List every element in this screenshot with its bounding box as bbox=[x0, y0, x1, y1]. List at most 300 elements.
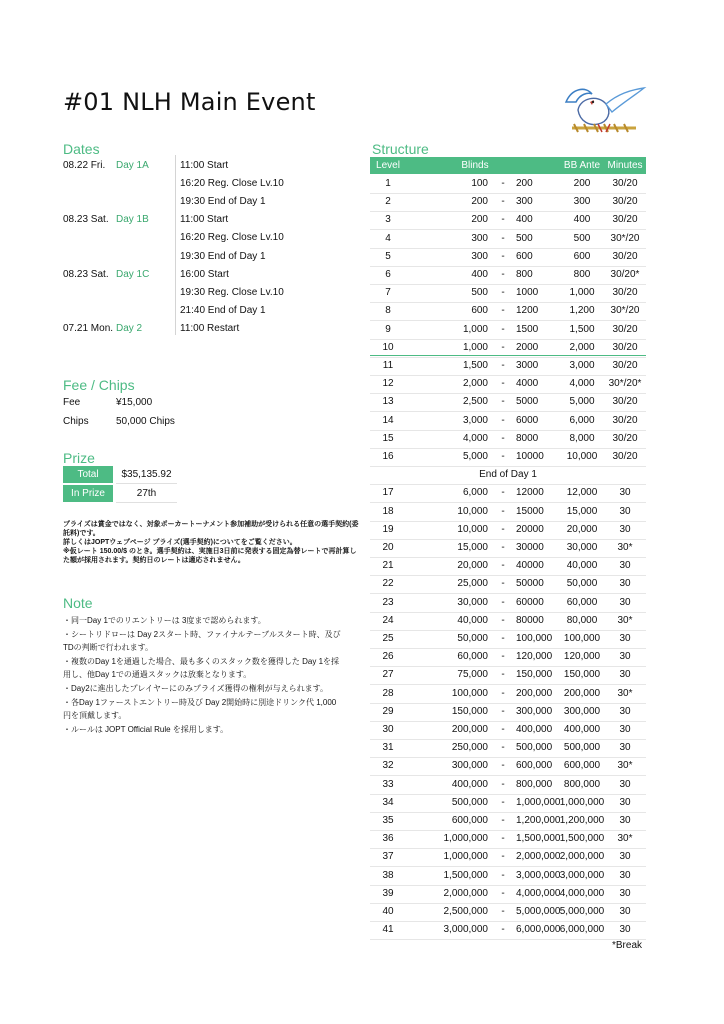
level-cell: 16 bbox=[382, 451, 394, 462]
dates-day: Day 1C bbox=[116, 268, 150, 280]
ante-cell: 6,000 bbox=[569, 414, 595, 426]
level-cell: 5 bbox=[385, 250, 391, 262]
fee-value: ¥15,000 bbox=[116, 397, 153, 408]
note-line: ・同一Day 1でのリエントリーは 3度まで認められます。 bbox=[63, 616, 266, 625]
big-blind-cell: 600 bbox=[516, 250, 533, 262]
big-blind-cell: 300,000 bbox=[516, 705, 553, 717]
ante-cell: 3,000,000 bbox=[559, 869, 605, 881]
big-blind-cell: 8000 bbox=[516, 432, 539, 444]
blind-separator: - bbox=[501, 887, 505, 899]
level-cell: 15 bbox=[382, 432, 394, 444]
ante-cell: 120,000 bbox=[563, 651, 601, 663]
blind-separator: - bbox=[501, 924, 505, 936]
minutes-cell: 30*/20 bbox=[610, 305, 640, 317]
minutes-cell: 30* bbox=[617, 687, 633, 699]
prize-note-line: ※仮レート 150.00/$ のとき。選手契約は、実施日3日前に発表する固定為替レートで再計算した額が採用されます。契約日のレートは適応されません。 bbox=[63, 548, 357, 564]
dates-row bbox=[63, 248, 363, 266]
level-cell: 31 bbox=[382, 742, 394, 754]
minutes-cell: 30 bbox=[619, 523, 631, 535]
ante-cell: 150,000 bbox=[563, 669, 601, 681]
prize-heading: Prize bbox=[63, 450, 95, 466]
level-cell: 23 bbox=[382, 596, 394, 608]
big-blind-cell: 400 bbox=[516, 214, 533, 226]
blind-separator: - bbox=[501, 196, 505, 208]
big-blind-cell: 3000 bbox=[516, 360, 539, 371]
ante-cell: 30,000 bbox=[566, 542, 598, 553]
level-row bbox=[370, 284, 646, 303]
blind-separator: - bbox=[501, 596, 505, 608]
level-row bbox=[370, 193, 646, 212]
ante-cell: 12,000 bbox=[566, 487, 598, 499]
ante-cell: 20,000 bbox=[566, 523, 598, 535]
header-ante: BB Ante bbox=[563, 160, 601, 171]
dates-heading: Dates bbox=[63, 141, 100, 157]
small-blind-cell: 200 bbox=[471, 196, 488, 208]
ante-cell: 400 bbox=[573, 214, 591, 226]
level-cell: 30 bbox=[382, 724, 394, 735]
level-cell: 26 bbox=[382, 651, 394, 663]
blind-separator: - bbox=[501, 396, 505, 408]
small-blind-cell: 15,000 bbox=[457, 542, 488, 553]
dates-time: 16:20 Reg. Close Lv.10 bbox=[180, 178, 284, 190]
level-cell: 33 bbox=[382, 778, 394, 790]
dates-row bbox=[63, 284, 363, 302]
big-blind-cell: 1,200,000 bbox=[516, 815, 561, 826]
dates-day: Day 1A bbox=[116, 160, 149, 171]
end-of-day-row: End of Day 1 bbox=[370, 466, 646, 485]
small-blind-cell: 1,000 bbox=[462, 323, 488, 335]
dates-row bbox=[63, 320, 363, 338]
prize-inprize-row bbox=[63, 485, 177, 502]
dates-time: 11:00 Start bbox=[180, 214, 229, 226]
level-row bbox=[370, 648, 646, 667]
minutes-cell: 30 bbox=[619, 560, 631, 572]
ante-cell: 1,200 bbox=[569, 305, 595, 317]
ante-cell: 5,000,000 bbox=[559, 906, 605, 917]
level-row bbox=[370, 739, 646, 758]
level-cell: 13 bbox=[382, 396, 394, 408]
minutes-cell: 30/20 bbox=[612, 341, 638, 353]
dates-date: 07.21 Mon. bbox=[63, 322, 114, 334]
small-blind-cell: 3,000,000 bbox=[443, 924, 488, 936]
level-row bbox=[370, 830, 646, 849]
big-blind-cell: 1000 bbox=[516, 287, 539, 299]
blind-separator: - bbox=[501, 451, 505, 462]
small-blind-cell: 600 bbox=[471, 305, 488, 317]
small-blind-cell: 2,500,000 bbox=[443, 906, 488, 917]
big-blind-cell: 6,000,000 bbox=[516, 924, 561, 936]
ante-cell: 800,000 bbox=[563, 778, 601, 790]
dates-row bbox=[63, 211, 363, 229]
big-blind-cell: 1200 bbox=[516, 305, 539, 317]
small-blind-cell: 150,000 bbox=[451, 705, 488, 717]
ante-cell: 300,000 bbox=[563, 705, 601, 717]
blind-separator: - bbox=[501, 742, 505, 754]
minutes-cell: 30 bbox=[619, 487, 631, 499]
blind-separator: - bbox=[501, 724, 505, 735]
small-blind-cell: 500 bbox=[471, 287, 488, 299]
blind-separator: - bbox=[501, 833, 505, 845]
minutes-cell: 30 bbox=[619, 778, 631, 790]
small-blind-cell: 1,500 bbox=[462, 360, 488, 371]
level-row bbox=[370, 757, 646, 776]
blind-separator: - bbox=[501, 269, 505, 280]
minutes-cell: 30* bbox=[617, 833, 633, 845]
blind-separator: - bbox=[501, 869, 505, 881]
level-cell: 32 bbox=[382, 760, 394, 772]
big-blind-cell: 4,000,000 bbox=[516, 887, 561, 899]
dates-time: 19:30 End of Day 1 bbox=[180, 250, 266, 262]
level-cell: 41 bbox=[382, 924, 394, 936]
level-row bbox=[370, 430, 646, 449]
level-row bbox=[370, 412, 646, 431]
level-row bbox=[370, 685, 646, 704]
minutes-cell: 30 bbox=[619, 796, 631, 808]
small-blind-cell: 400 bbox=[471, 269, 488, 280]
level-row bbox=[370, 230, 646, 249]
note-line: ・ルールは JOPT Official Rule を採用します。 bbox=[63, 724, 229, 734]
blind-separator: - bbox=[501, 378, 505, 390]
ante-cell: 4,000 bbox=[569, 378, 595, 390]
minutes-cell: 30 bbox=[619, 724, 631, 735]
big-blind-cell: 15000 bbox=[516, 505, 544, 517]
small-blind-cell: 4,000 bbox=[462, 432, 488, 444]
chips-label: Chips bbox=[63, 416, 89, 427]
big-blind-cell: 5,000,000 bbox=[516, 906, 561, 917]
minutes-cell: 30 bbox=[619, 596, 631, 608]
ante-cell: 60,000 bbox=[566, 596, 598, 608]
small-blind-cell: 100 bbox=[471, 178, 488, 189]
level-row bbox=[370, 630, 646, 649]
minutes-cell: 30/20 bbox=[612, 396, 638, 408]
prize-note-line: 詳しくはJOPTウェブページ プライズ(選手契約)についてをご覧ください。 bbox=[63, 539, 297, 546]
ante-cell: 1,000 bbox=[569, 287, 595, 299]
level-cell: 21 bbox=[382, 560, 394, 572]
small-blind-cell: 200 bbox=[471, 214, 488, 226]
level-row bbox=[370, 812, 646, 831]
level-cell: 39 bbox=[382, 887, 394, 899]
level-cell: 17 bbox=[382, 487, 394, 499]
level-row bbox=[370, 393, 646, 412]
level-cell: 19 bbox=[382, 523, 394, 535]
ante-cell: 1,200,000 bbox=[559, 815, 605, 826]
blind-separator: - bbox=[501, 669, 505, 681]
note-line: ・Day2に進出したプレイヤーにのみプライズ獲得の権利が与えられます。 bbox=[63, 683, 328, 693]
small-blind-cell: 300,000 bbox=[451, 760, 488, 772]
level-cell: 36 bbox=[382, 833, 394, 845]
level-row bbox=[370, 557, 646, 576]
minutes-cell: 30 bbox=[619, 815, 631, 826]
minutes-cell: 30/20 bbox=[612, 414, 638, 426]
fee-label: Fee bbox=[63, 397, 81, 408]
ante-cell: 400,000 bbox=[563, 724, 601, 735]
big-blind-cell: 10000 bbox=[516, 451, 544, 462]
ante-cell: 10,000 bbox=[566, 451, 598, 462]
small-blind-cell: 200,000 bbox=[451, 724, 488, 735]
blind-separator: - bbox=[501, 505, 505, 517]
small-blind-cell: 300 bbox=[471, 232, 488, 244]
blind-separator: - bbox=[501, 305, 505, 317]
big-blind-cell: 4000 bbox=[516, 378, 539, 390]
level-row bbox=[370, 867, 646, 886]
small-blind-cell: 2,000 bbox=[462, 378, 488, 390]
big-blind-cell: 6000 bbox=[516, 414, 539, 426]
ante-cell: 300 bbox=[573, 196, 591, 208]
ante-cell: 600 bbox=[573, 250, 591, 262]
small-blind-cell: 10,000 bbox=[457, 505, 488, 517]
level-cell: 10 bbox=[382, 341, 394, 353]
level-cell: 24 bbox=[382, 614, 394, 626]
break-legend: *Break bbox=[611, 940, 642, 951]
blind-separator: - bbox=[501, 651, 505, 663]
level-row bbox=[370, 248, 646, 267]
level-cell: 2 bbox=[385, 196, 391, 208]
ante-cell: 15,000 bbox=[566, 505, 598, 517]
ante-cell: 8,000 bbox=[569, 432, 595, 444]
note-line: 用し、他Day 1での通過スタックは放棄となります。 bbox=[63, 670, 252, 680]
blind-separator: - bbox=[501, 414, 505, 426]
level-row bbox=[370, 484, 646, 503]
small-blind-cell: 500,000 bbox=[451, 796, 488, 808]
small-blind-cell: 1,000,000 bbox=[443, 833, 488, 845]
small-blind-cell: 3,000 bbox=[462, 414, 488, 426]
big-blind-cell: 800 bbox=[516, 269, 533, 280]
big-blind-cell: 20000 bbox=[516, 523, 544, 535]
structure-header bbox=[370, 157, 646, 174]
dates-date: 08.22 Fri. bbox=[63, 160, 106, 171]
minutes-cell: 30* bbox=[617, 614, 633, 626]
small-blind-cell: 20,000 bbox=[457, 560, 488, 572]
small-blind-cell: 50,000 bbox=[457, 633, 488, 644]
minutes-cell: 30 bbox=[619, 869, 631, 881]
minutes-cell: 30*/20* bbox=[608, 378, 642, 390]
dates-row bbox=[63, 229, 363, 247]
header-level: Level bbox=[376, 160, 400, 171]
big-blind-cell: 500,000 bbox=[516, 742, 553, 754]
big-blind-cell: 300 bbox=[516, 196, 533, 208]
small-blind-cell: 6,000 bbox=[462, 487, 488, 499]
dates-time: 16:00 Start bbox=[180, 268, 229, 280]
minutes-cell: 30 bbox=[619, 742, 631, 754]
big-blind-cell: 600,000 bbox=[516, 760, 553, 772]
dates-date: 08.23 Sat. bbox=[63, 268, 109, 280]
dates-time: 19:30 Reg. Close Lv.10 bbox=[180, 286, 284, 298]
minutes-cell: 30/20 bbox=[612, 214, 638, 226]
big-blind-cell: 1,500,000 bbox=[516, 833, 561, 845]
minutes-cell: 30 bbox=[619, 705, 631, 717]
page-title: #01 NLH Main Event bbox=[63, 88, 316, 116]
ante-cell: 800 bbox=[573, 269, 591, 280]
minutes-cell: 30 bbox=[619, 651, 631, 663]
level-cell: 25 bbox=[382, 633, 394, 644]
minutes-cell: 30/20 bbox=[612, 178, 638, 189]
level-cell: 6 bbox=[385, 269, 391, 280]
small-blind-cell: 300 bbox=[471, 250, 488, 262]
small-blind-cell: 1,000 bbox=[462, 341, 488, 353]
ante-cell: 5,000 bbox=[569, 396, 595, 408]
minutes-cell: 30/20* bbox=[610, 269, 640, 280]
level-cell: 12 bbox=[382, 378, 394, 390]
ante-cell: 200 bbox=[573, 178, 591, 189]
level-cell: 18 bbox=[382, 505, 394, 517]
dates-row bbox=[63, 193, 363, 211]
blind-separator: - bbox=[501, 232, 505, 244]
blind-separator: - bbox=[501, 250, 505, 262]
level-row bbox=[370, 703, 646, 722]
big-blind-cell: 12000 bbox=[516, 487, 544, 499]
ante-cell: 4,000,000 bbox=[559, 887, 605, 899]
minutes-cell: 30/20 bbox=[612, 287, 638, 299]
level-row bbox=[370, 721, 646, 740]
big-blind-cell: 60000 bbox=[516, 596, 544, 608]
dates-row bbox=[63, 266, 363, 284]
level-row bbox=[370, 666, 646, 685]
blind-separator: - bbox=[501, 614, 505, 626]
blind-separator: - bbox=[501, 796, 505, 808]
structure-divider bbox=[370, 355, 646, 356]
blind-separator: - bbox=[501, 432, 505, 444]
small-blind-cell: 250,000 bbox=[451, 742, 488, 754]
level-cell: 3 bbox=[385, 214, 391, 226]
big-blind-cell: 100,000 bbox=[516, 633, 553, 644]
small-blind-cell: 30,000 bbox=[457, 596, 488, 608]
minutes-cell: 30/20 bbox=[612, 323, 638, 335]
big-blind-cell: 30000 bbox=[516, 542, 544, 553]
blind-separator: - bbox=[501, 487, 505, 499]
dates-time: 11:00 Start bbox=[180, 160, 229, 171]
level-cell: 28 bbox=[382, 687, 394, 699]
prize-note bbox=[63, 520, 363, 565]
level-row bbox=[370, 448, 646, 467]
minutes-cell: 30 bbox=[619, 633, 631, 644]
level-row bbox=[370, 521, 646, 540]
level-cell: 40 bbox=[382, 906, 394, 917]
blind-separator: - bbox=[501, 851, 505, 863]
minutes-cell: 30 bbox=[619, 505, 631, 517]
ante-cell: 500,000 bbox=[563, 742, 601, 754]
small-blind-cell: 40,000 bbox=[457, 614, 488, 626]
level-row bbox=[370, 612, 646, 631]
minutes-cell: 30/20 bbox=[612, 196, 638, 208]
big-blind-cell: 500 bbox=[516, 232, 533, 244]
small-blind-cell: 2,000,000 bbox=[443, 887, 488, 899]
ante-cell: 200,000 bbox=[563, 687, 601, 699]
dates-day: Day 2 bbox=[116, 322, 143, 334]
level-row bbox=[370, 266, 646, 285]
level-cell: 4 bbox=[385, 232, 391, 244]
fee-heading: Fee / Chips bbox=[63, 377, 135, 393]
dates-time: 11:00 Restart bbox=[180, 322, 240, 334]
level-row bbox=[370, 903, 646, 922]
big-blind-cell: 5000 bbox=[516, 396, 539, 408]
dates-time: 16:20 Reg. Close Lv.10 bbox=[180, 232, 284, 244]
chips-value: 50,000 Chips bbox=[116, 416, 175, 427]
dates-date: 08.23 Sat. bbox=[63, 214, 109, 226]
big-blind-cell: 200,000 bbox=[516, 687, 553, 699]
ante-cell: 6,000,000 bbox=[559, 924, 605, 936]
level-row bbox=[370, 375, 646, 394]
minutes-cell: 30 bbox=[619, 906, 631, 917]
structure-heading: Structure bbox=[372, 141, 429, 157]
note-line: ・各Day 1ファーストエントリー時及び Day 2開始時に別途ドリンク代 1,000 bbox=[63, 697, 337, 707]
prize-inprize-value: 27th bbox=[116, 485, 177, 503]
minutes-cell: 30 bbox=[619, 578, 631, 590]
dates-time: 19:30 End of Day 1 bbox=[180, 196, 266, 208]
ante-cell: 2,000,000 bbox=[559, 851, 605, 863]
small-blind-cell: 1,500,000 bbox=[443, 869, 488, 881]
level-row bbox=[370, 921, 646, 940]
blind-separator: - bbox=[501, 323, 505, 335]
minutes-cell: 30* bbox=[617, 760, 633, 772]
blind-separator: - bbox=[501, 214, 505, 226]
ante-cell: 1,000,000 bbox=[559, 796, 605, 808]
level-cell: 11 bbox=[382, 360, 394, 371]
header-minutes: Minutes bbox=[607, 160, 643, 171]
big-blind-cell: 150,000 bbox=[516, 669, 553, 681]
level-cell: 35 bbox=[382, 815, 394, 826]
level-row bbox=[370, 776, 646, 795]
level-row bbox=[370, 175, 646, 194]
blind-separator: - bbox=[501, 287, 505, 299]
blind-separator: - bbox=[501, 341, 505, 353]
minutes-cell: 30/20 bbox=[612, 360, 638, 371]
ante-cell: 600,000 bbox=[563, 760, 601, 772]
level-cell: 14 bbox=[382, 414, 394, 426]
level-cell: 20 bbox=[382, 542, 394, 553]
blind-separator: - bbox=[501, 523, 505, 535]
note-line: ・複数のDay 1を通過した場合、最も多くのスタック数を獲得した Day 1を採 bbox=[63, 656, 340, 666]
big-blind-cell: 50000 bbox=[516, 578, 544, 590]
note-line: TDの判断で行われます。 bbox=[63, 643, 154, 653]
level-cell: 22 bbox=[382, 578, 394, 590]
level-cell: 29 bbox=[382, 705, 394, 717]
big-blind-cell: 2000 bbox=[516, 341, 539, 353]
blind-separator: - bbox=[501, 542, 505, 553]
big-blind-cell: 400,000 bbox=[516, 724, 553, 735]
minutes-cell: 30 bbox=[619, 669, 631, 681]
big-blind-cell: 80000 bbox=[516, 614, 544, 626]
big-blind-cell: 3,000,000 bbox=[516, 869, 561, 881]
minutes-cell: 30*/20 bbox=[610, 232, 640, 244]
small-blind-cell: 100,000 bbox=[451, 687, 488, 699]
blind-separator: - bbox=[501, 687, 505, 699]
minutes-cell: 30/20 bbox=[612, 250, 638, 262]
ante-cell: 1,500,000 bbox=[559, 833, 605, 845]
big-blind-cell: 1,000,000 bbox=[516, 796, 561, 808]
big-blind-cell: 1500 bbox=[516, 323, 539, 335]
ante-cell: 40,000 bbox=[566, 560, 598, 572]
blind-separator: - bbox=[501, 778, 505, 790]
small-blind-cell: 600,000 bbox=[451, 815, 488, 826]
ante-cell: 2,000 bbox=[569, 341, 595, 353]
level-cell: 7 bbox=[385, 287, 391, 299]
level-cell: 38 bbox=[382, 869, 394, 881]
blind-separator: - bbox=[501, 815, 505, 826]
level-cell: 9 bbox=[385, 323, 391, 335]
level-row bbox=[370, 503, 646, 522]
header-blinds: Blinds bbox=[461, 160, 489, 171]
small-blind-cell: 400,000 bbox=[451, 778, 488, 790]
level-row bbox=[370, 211, 646, 230]
dates-row bbox=[63, 175, 363, 193]
note-list bbox=[63, 614, 363, 736]
note-line: ・シートリドローは Day 2スタート時、ファイナルテーブルスタート時、及び bbox=[63, 629, 341, 639]
small-blind-cell: 25,000 bbox=[457, 578, 488, 590]
minutes-cell: 30/20 bbox=[612, 451, 638, 462]
level-cell: 8 bbox=[385, 305, 391, 317]
minutes-cell: 30 bbox=[619, 887, 631, 899]
prize-total-label: Total bbox=[63, 466, 113, 483]
